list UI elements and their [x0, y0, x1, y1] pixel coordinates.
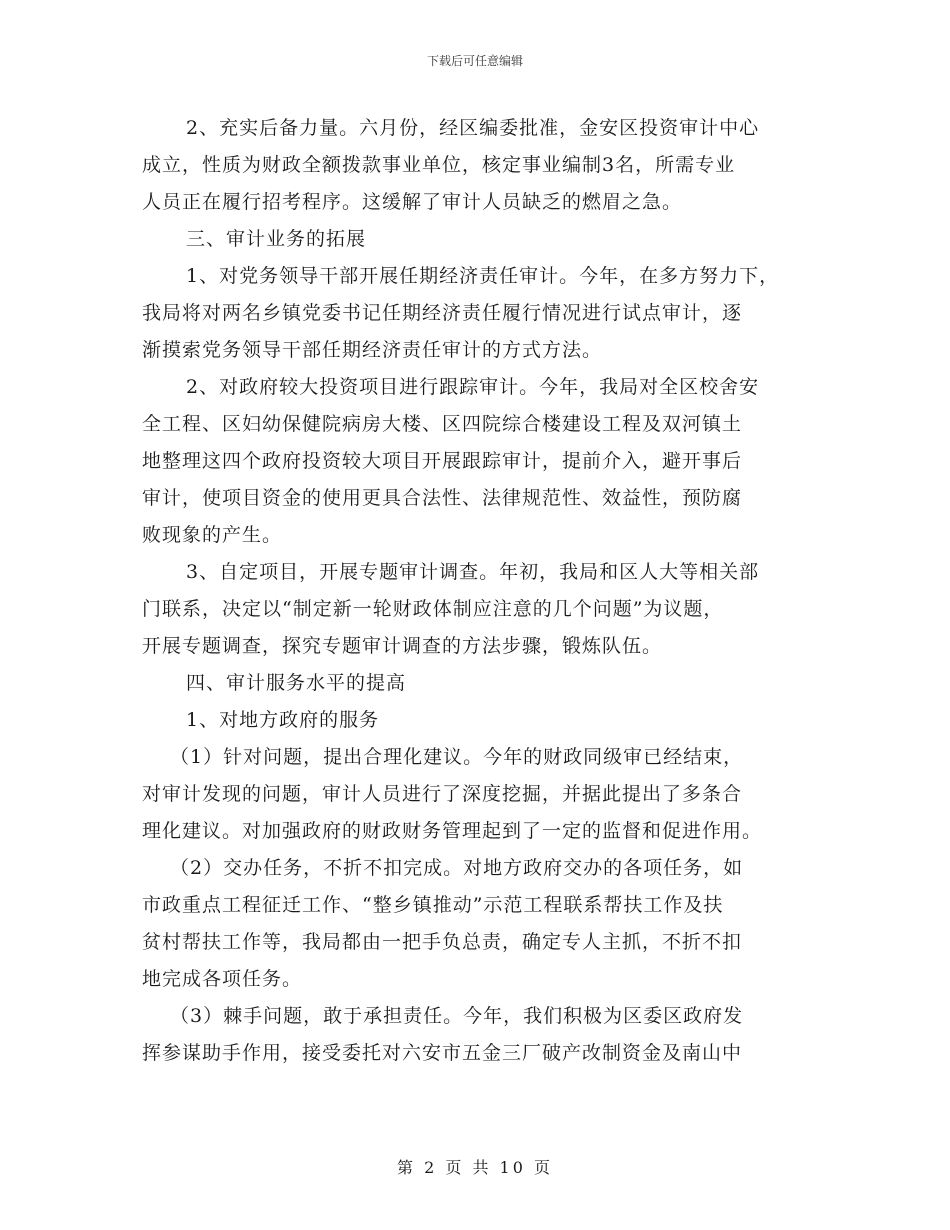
- body-line: 开展专题调查，探究专题审计调查的方法步骤，锻炼队伍。: [142, 635, 663, 657]
- body-line: 2、对政府较大投资项目进行跟踪审计。今年，我局对全区校舍安: [186, 376, 760, 398]
- page-footer: 第 2 页 共 10 页: [397, 1158, 553, 1177]
- body-line: 地完成各项任务。: [142, 968, 303, 990]
- body-line: 理化建议。对加强政府的财政财务管理起到了一定的监督和促进作用。: [142, 820, 763, 842]
- body-line: （3）棘手问题，敢于承担责任。今年，我们积极为区委区政府发: [170, 1005, 744, 1027]
- body-line: 3、自定项目，开展专题审计调查。年初，我局和区人大等相关部: [186, 561, 760, 583]
- body-line: 我局将对两名乡镇党委书记任期经济责任履行情况进行试点审计，逐: [142, 302, 743, 324]
- section-heading: 三、审计业务的拓展: [186, 228, 367, 250]
- body-line: 全工程、区妇幼保健院病房大楼、区四院综合楼建设工程及双河镇土: [142, 413, 743, 435]
- body-line: 市政重点工程征迁工作、“整乡镇推动”示范工程联系帮扶工作及扶: [142, 894, 724, 916]
- body-line: 成立，性质为财政全额拨款事业单位，核定事业编制3名，所需专业: [142, 154, 736, 176]
- body-line: 1、对党务领导干部开展任期经济责任审计。今年，在多方努力下，: [186, 265, 780, 287]
- body-line: 挥参谋助手作用，接受委托对六安市五金三厂破产改制资金及南山中: [142, 1042, 743, 1064]
- body-line: 渐摸索党务领导干部任期经济责任审计的方式方法。: [142, 339, 603, 361]
- body-line: （2）交办任务，不折不扣完成。对地方政府交办的各项任务，如: [170, 857, 744, 879]
- document-body: [142, 110, 822, 1072]
- page-header: 下载后可任意编辑: [426, 54, 523, 68]
- subsection-heading: 1、对地方政府的服务: [186, 709, 380, 731]
- body-line: （1）针对问题，提出合理化建议。今年的财政同级审已经结束，: [170, 746, 744, 768]
- body-line: 地整理这四个政府投资较大项目开展跟踪审计，提前介入，避开事后: [142, 450, 743, 472]
- body-line: 审计，使项目资金的使用更具合法性、法律规范性、效益性，预防腐: [142, 487, 743, 509]
- body-line: 门联系，决定以“制定新一轮财政体制应注意的几个问题”为议题，: [142, 598, 724, 620]
- body-line: 对审计发现的问题，审计人员进行了深度挖掘，并据此提出了多条合: [142, 783, 743, 805]
- section-heading: 四、审计服务水平的提高: [186, 672, 407, 694]
- body-line: 贫村帮扶工作等，我局都由一把手负总责，确定专人主抓，不折不扣: [142, 931, 743, 953]
- body-line: 人员正在履行招考程序。这缓解了审计人员缺乏的燃眉之急。: [142, 191, 683, 213]
- body-line: 败现象的产生。: [142, 524, 283, 546]
- body-line: 2、充实后备力量。六月份，经区编委批准，金安区投资审计中心: [186, 117, 760, 139]
